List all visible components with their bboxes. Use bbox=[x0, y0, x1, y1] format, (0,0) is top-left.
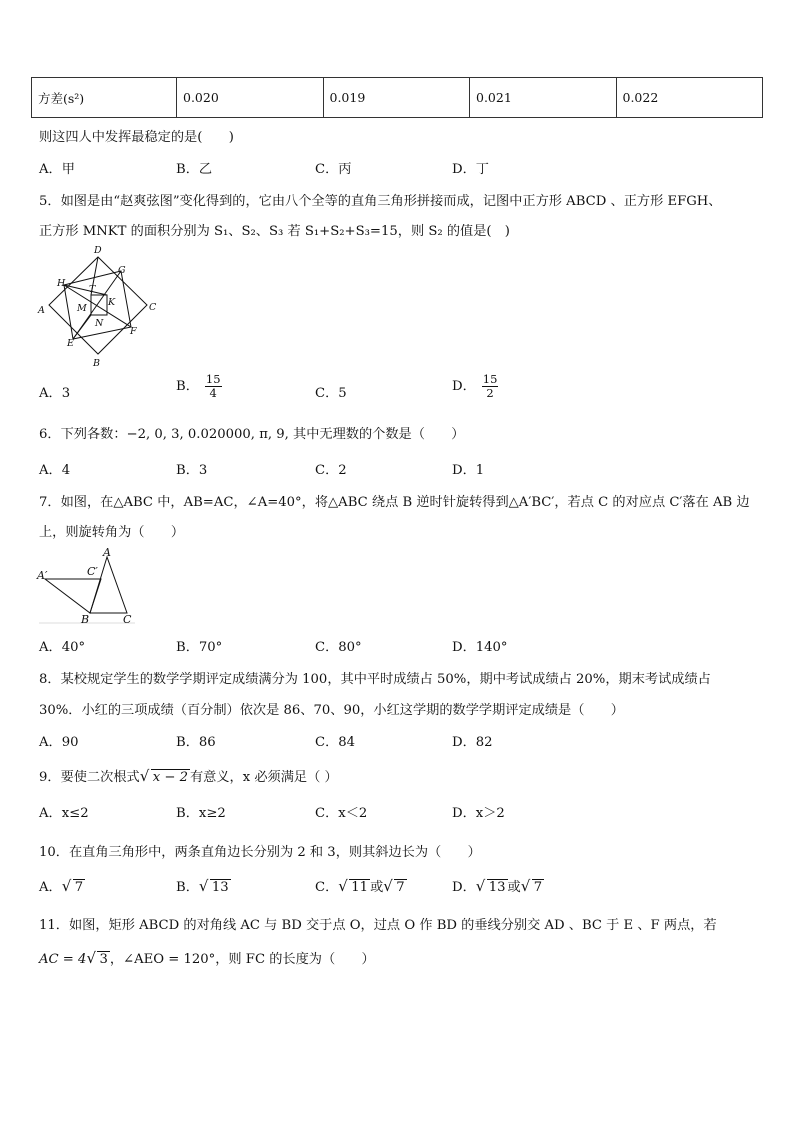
radicand: 7 bbox=[74, 880, 84, 895]
q9-option-c: C．x＜2 bbox=[315, 806, 368, 821]
radicand: 7 bbox=[533, 880, 543, 895]
q9-option-a: A．x≤2 bbox=[39, 806, 89, 821]
square-abcd bbox=[49, 257, 147, 354]
label-a: A bbox=[103, 546, 111, 559]
q8-option-c: C．84 bbox=[315, 735, 356, 750]
q5-option-d-fraction bbox=[482, 373, 499, 400]
q5-option-b-prefix: B． bbox=[176, 379, 199, 395]
table-header-cell: 方差(s²) bbox=[32, 78, 177, 118]
q7-option-b: B．70° bbox=[176, 640, 223, 655]
table-cell: 0.021 bbox=[470, 78, 617, 118]
sqrt-expression bbox=[86, 951, 109, 968]
q5-line2: 正方形 MNKT 的面积分别为 S₁、S₂、S₃ 若 S₁+S₂+S₃=15，则 S₂ 的值是( ) bbox=[39, 224, 510, 239]
table-cell: 0.019 bbox=[323, 78, 470, 118]
label-f: F bbox=[130, 326, 137, 337]
q9-stem-after: 有意义，x 必须满足（ ） bbox=[189, 770, 338, 785]
radicand: 3 bbox=[99, 952, 108, 967]
q8-option-d: D．82 bbox=[452, 735, 493, 750]
sqrt-expression bbox=[338, 879, 370, 896]
q7-option-a: A．40° bbox=[39, 640, 86, 655]
q5-figure bbox=[35, 243, 165, 371]
label-a: A bbox=[38, 305, 45, 316]
sqrt-expression bbox=[62, 879, 85, 896]
radicand: 7 bbox=[396, 880, 405, 895]
q5-option-a: A．3 bbox=[39, 386, 71, 401]
fraction-denominator: 2 bbox=[486, 386, 494, 401]
q8-option-a: A．90 bbox=[39, 735, 79, 750]
q11-line2-prefix: AC = 4 bbox=[39, 952, 87, 967]
option-prefix: D． bbox=[452, 880, 476, 895]
q4-option-c: C．丙 bbox=[315, 162, 352, 177]
option-conjunction: 或 bbox=[507, 880, 521, 895]
triangle-a-prime-b-c-prime bbox=[45, 579, 101, 613]
q9-option-d: D．x＞2 bbox=[452, 806, 505, 821]
q8-option-b: B．86 bbox=[176, 735, 216, 750]
q7-line2: 上，则旋转角为（ ） bbox=[39, 525, 185, 540]
option-prefix: A． bbox=[39, 880, 62, 895]
option-prefix: C． bbox=[315, 880, 339, 895]
label-c: C bbox=[149, 302, 157, 313]
label-n: N bbox=[95, 318, 104, 329]
fraction-denominator: 4 bbox=[209, 386, 217, 401]
radicand: 13 bbox=[211, 880, 229, 895]
label-a-prime: A′ bbox=[37, 569, 48, 582]
q5-option-c: C．5 bbox=[315, 386, 347, 401]
q6-option-d: D．1 bbox=[452, 463, 485, 478]
label-b: B bbox=[81, 613, 90, 626]
q4-option-b: B．乙 bbox=[176, 162, 213, 177]
q7-option-d: D．140° bbox=[452, 640, 508, 655]
label-c: C bbox=[123, 613, 132, 626]
q9-option-b: B．x≥2 bbox=[176, 806, 226, 821]
q5-option-d bbox=[452, 373, 498, 400]
q11-line2 bbox=[39, 948, 375, 968]
q8-line1: 8．某校规定学生的数学学期评定成绩满分为 100，其中平时成绩占 50%，期中考试成绩占 20%，期末考试成绩占 bbox=[39, 672, 711, 687]
sqrt-expression bbox=[383, 879, 406, 896]
table-cell: 0.020 bbox=[177, 78, 324, 118]
q4-option-a: A．甲 bbox=[39, 162, 75, 177]
radicand: 13 bbox=[488, 880, 506, 895]
table-cell: 0.022 bbox=[616, 78, 763, 118]
variance-table bbox=[31, 77, 763, 118]
q6-option-a: A．4 bbox=[39, 463, 71, 478]
q4-option-d: D．丁 bbox=[452, 162, 489, 177]
q5-option-b-fraction bbox=[205, 373, 222, 400]
radicand: x − 2 bbox=[152, 770, 188, 785]
table-row bbox=[32, 78, 763, 118]
sqrt-expression bbox=[140, 769, 190, 786]
q4-stem: 则这四人中发挥最稳定的是( ) bbox=[39, 130, 234, 145]
q10-stem: 10．在直角三角形中，两条直角边长分别为 2 和 3，则其斜边长为（ ） bbox=[39, 845, 481, 860]
label-k: K bbox=[108, 297, 116, 308]
sqrt-expression bbox=[521, 879, 544, 896]
sqrt-expression bbox=[199, 879, 231, 896]
q9-stem-before: 9．要使二次根式 bbox=[39, 770, 140, 785]
q7-option-c: C．80° bbox=[315, 640, 362, 655]
label-h: H bbox=[57, 278, 66, 289]
sqrt-expression bbox=[476, 879, 508, 896]
q9-stem bbox=[39, 766, 338, 786]
q10-option-c bbox=[315, 876, 407, 896]
label-e: E bbox=[67, 338, 74, 349]
q5-option-b bbox=[176, 373, 222, 400]
q5-option-d-prefix: D． bbox=[452, 379, 476, 395]
radicand: 11 bbox=[351, 880, 369, 895]
segment-line bbox=[64, 285, 107, 295]
q10-option-d bbox=[452, 876, 544, 896]
fraction-numerator: 15 bbox=[482, 372, 498, 386]
label-c-prime: C′ bbox=[87, 565, 98, 578]
label-d: D bbox=[94, 245, 102, 256]
q10-option-a bbox=[39, 876, 85, 896]
q6-option-c: C．2 bbox=[315, 463, 347, 478]
q6-option-b: B．3 bbox=[176, 463, 208, 478]
label-m: M bbox=[77, 303, 87, 314]
q11-line1: 11．如图，矩形 ABCD 的对角线 AC 与 BD 交于点 O，过点 O 作 BD 的垂线分别交 AD 、BC 于 E 、F 两点，若 bbox=[39, 918, 717, 933]
label-g: G bbox=[118, 265, 126, 276]
option-prefix: B． bbox=[176, 880, 199, 895]
option-conjunction: 或 bbox=[370, 880, 384, 895]
q6-stem: 6．下列各数：−2, 0, 3, 0.020000, π, 9, 其中无理数的个数是（ ） bbox=[39, 427, 465, 442]
q5-line1: 5．如图是由“赵爽弦图”变化得到的，它由八个全等的直角三角形拼接而成，记图中正方形 ABCD 、正方形 EFGH、 bbox=[39, 194, 722, 209]
label-t: T bbox=[89, 284, 96, 295]
q7-line1: 7．如图，在△ABC 中，AB=AC，∠A=40°，将△ABC 绕点 B 逆时针旋转得到△A′BC′，若点 C 的对应点 C′落在 AB 边 bbox=[39, 495, 750, 510]
q11-line2-suffix: ，∠AEO = 120°，则 FC 的长度为（ ） bbox=[109, 952, 375, 967]
q10-option-b bbox=[176, 876, 231, 896]
q7-figure bbox=[35, 545, 140, 627]
label-b: B bbox=[93, 358, 100, 369]
q8-line2: 30%．小红的三项成绩（百分制）依次是 86、70、90，小红这学期的数学学期评定成绩是（ ） bbox=[39, 703, 624, 718]
fraction-numerator: 15 bbox=[205, 372, 221, 386]
square-mnkt bbox=[91, 295, 107, 315]
